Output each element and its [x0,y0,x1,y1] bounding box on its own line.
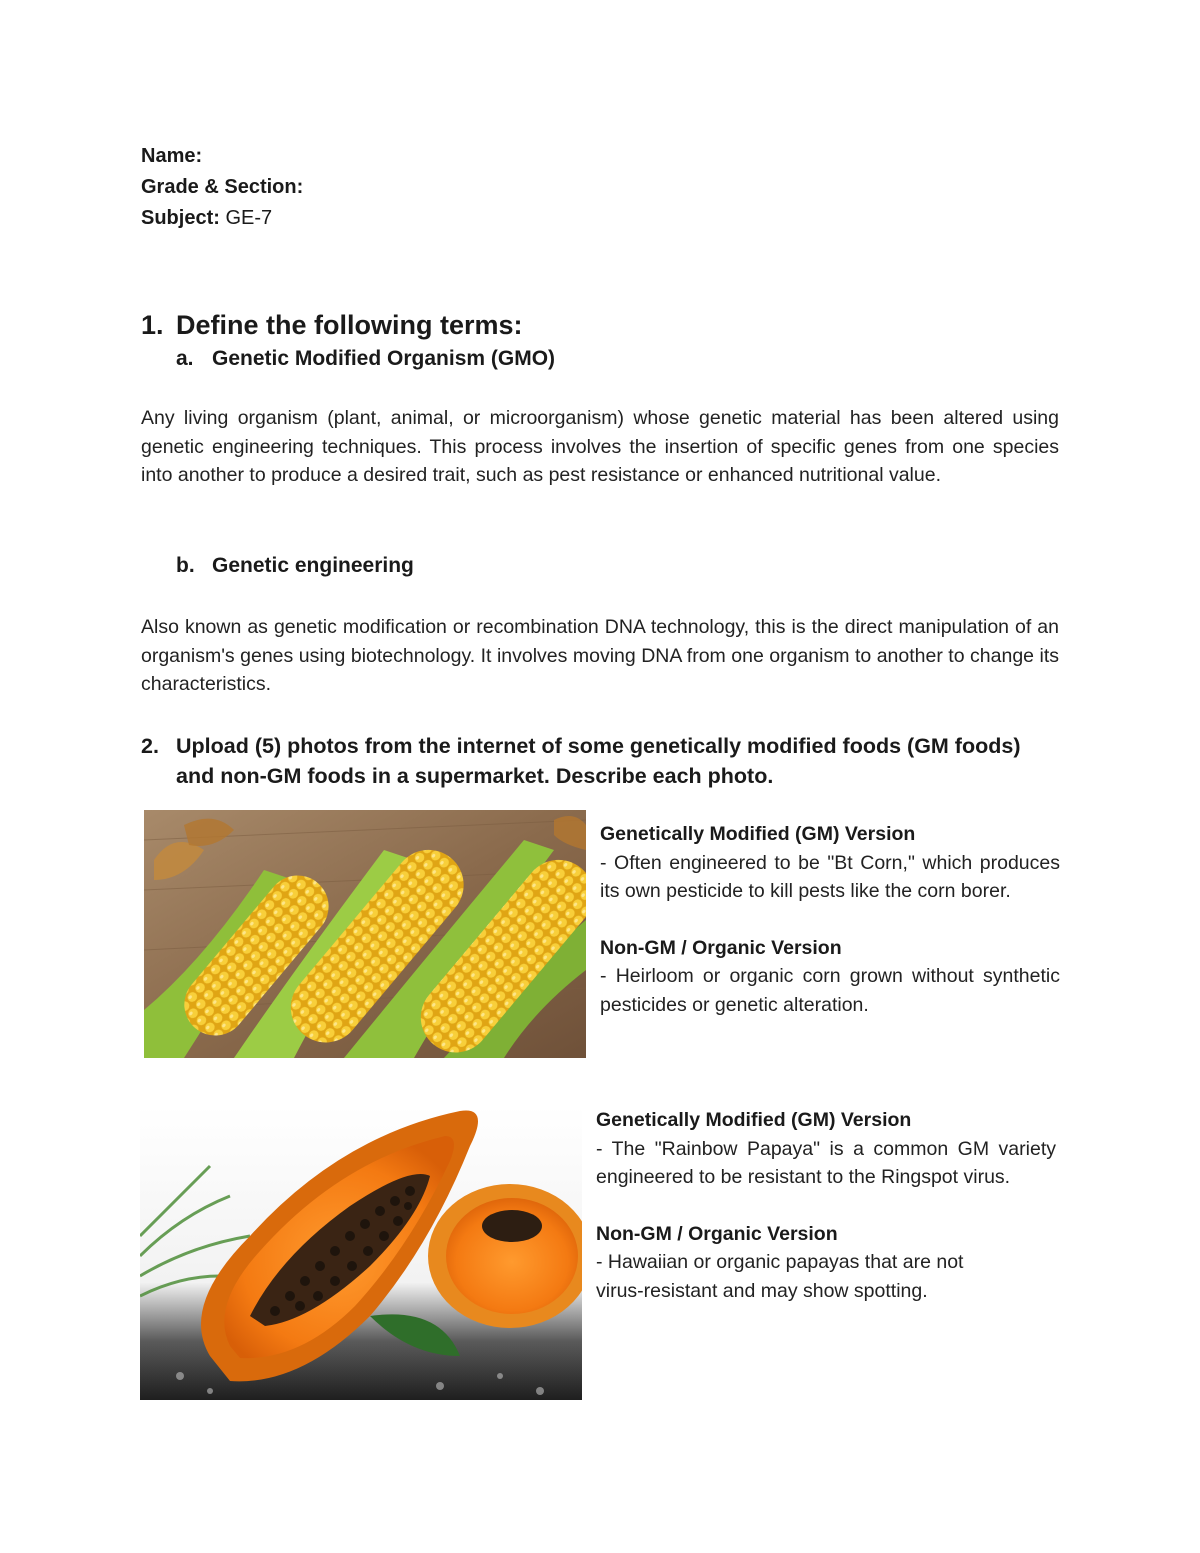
corn-non-gm-label: Non-GM / Organic Version [600,936,842,959]
subject-label: Subject: [141,207,220,229]
question-1-number: 1. [141,310,164,340]
papaya-photo [140,1106,582,1400]
papaya-gm-text: - The "Rainbow Papaya" is a common GM variety engineered to be resistant to the Ringspot virus. [596,1137,1056,1188]
question-2-heading [141,731,1061,791]
corn-gm-text: - Often engineered to be "Bt Corn," which produces its own pesticide to kill pests like the corn borer. [600,851,1060,902]
term-b-letter: b. [176,554,195,577]
grade-section-label: Grade & Section: [141,176,304,198]
papaya-description [596,1106,1056,1305]
papaya-non-gm-label: Non-GM / Organic Version [596,1222,838,1245]
term-a-letter: a. [176,347,194,370]
term-b-title: Genetic engineering [212,554,414,577]
corn-gm-label: Genetically Modified (GM) Version [600,823,916,845]
term-a-definition: Any living organism (plant, animal, or microorganism) whose genetic material has been altered using genetic engineering techniques. This process involves the insertion of specific genes from one species into another to produce a desired trait, such as pest resistance or enhanced nutritional value. [141,407,1059,486]
question-1-title: Define the following terms: [176,310,523,340]
name-label: Name: [141,145,203,167]
corn-non-gm-text: - Heirloom or organic corn grown without synthetic pesticides or genetic alteration. [600,965,1060,1016]
subject-value: GE-7 [225,207,273,229]
corn-description [600,820,1060,1019]
corn-photo [144,810,586,1058]
subject-field [141,205,272,231]
question-2-number: 2. [141,734,159,758]
question-1-heading [141,308,523,342]
papaya-gm-label: Genetically Modified (GM) Version [596,1109,912,1131]
term-b-heading [176,552,414,580]
term-b-definition: Also known as genetic modification or recombination DNA technology, this is the direct manipulation of an organism's genes using biotechnology. It involves moving DNA from one organism to another to change its characteristics. [141,616,1059,695]
question-2-title: Upload (5) photos from the internet of some genetically modified foods (GM foods) and non-GM foods in a supermarket. Describe each photo. [176,734,1021,788]
term-a-title: Genetic Modified Organism (GMO) [212,347,556,370]
term-a-heading [176,345,555,373]
papaya-non-gm-text: - Hawaiian or organic papayas that are not virus-resistant and may show spotting. [596,1251,964,1302]
name-field [141,143,202,169]
grade-section-field [141,174,303,200]
